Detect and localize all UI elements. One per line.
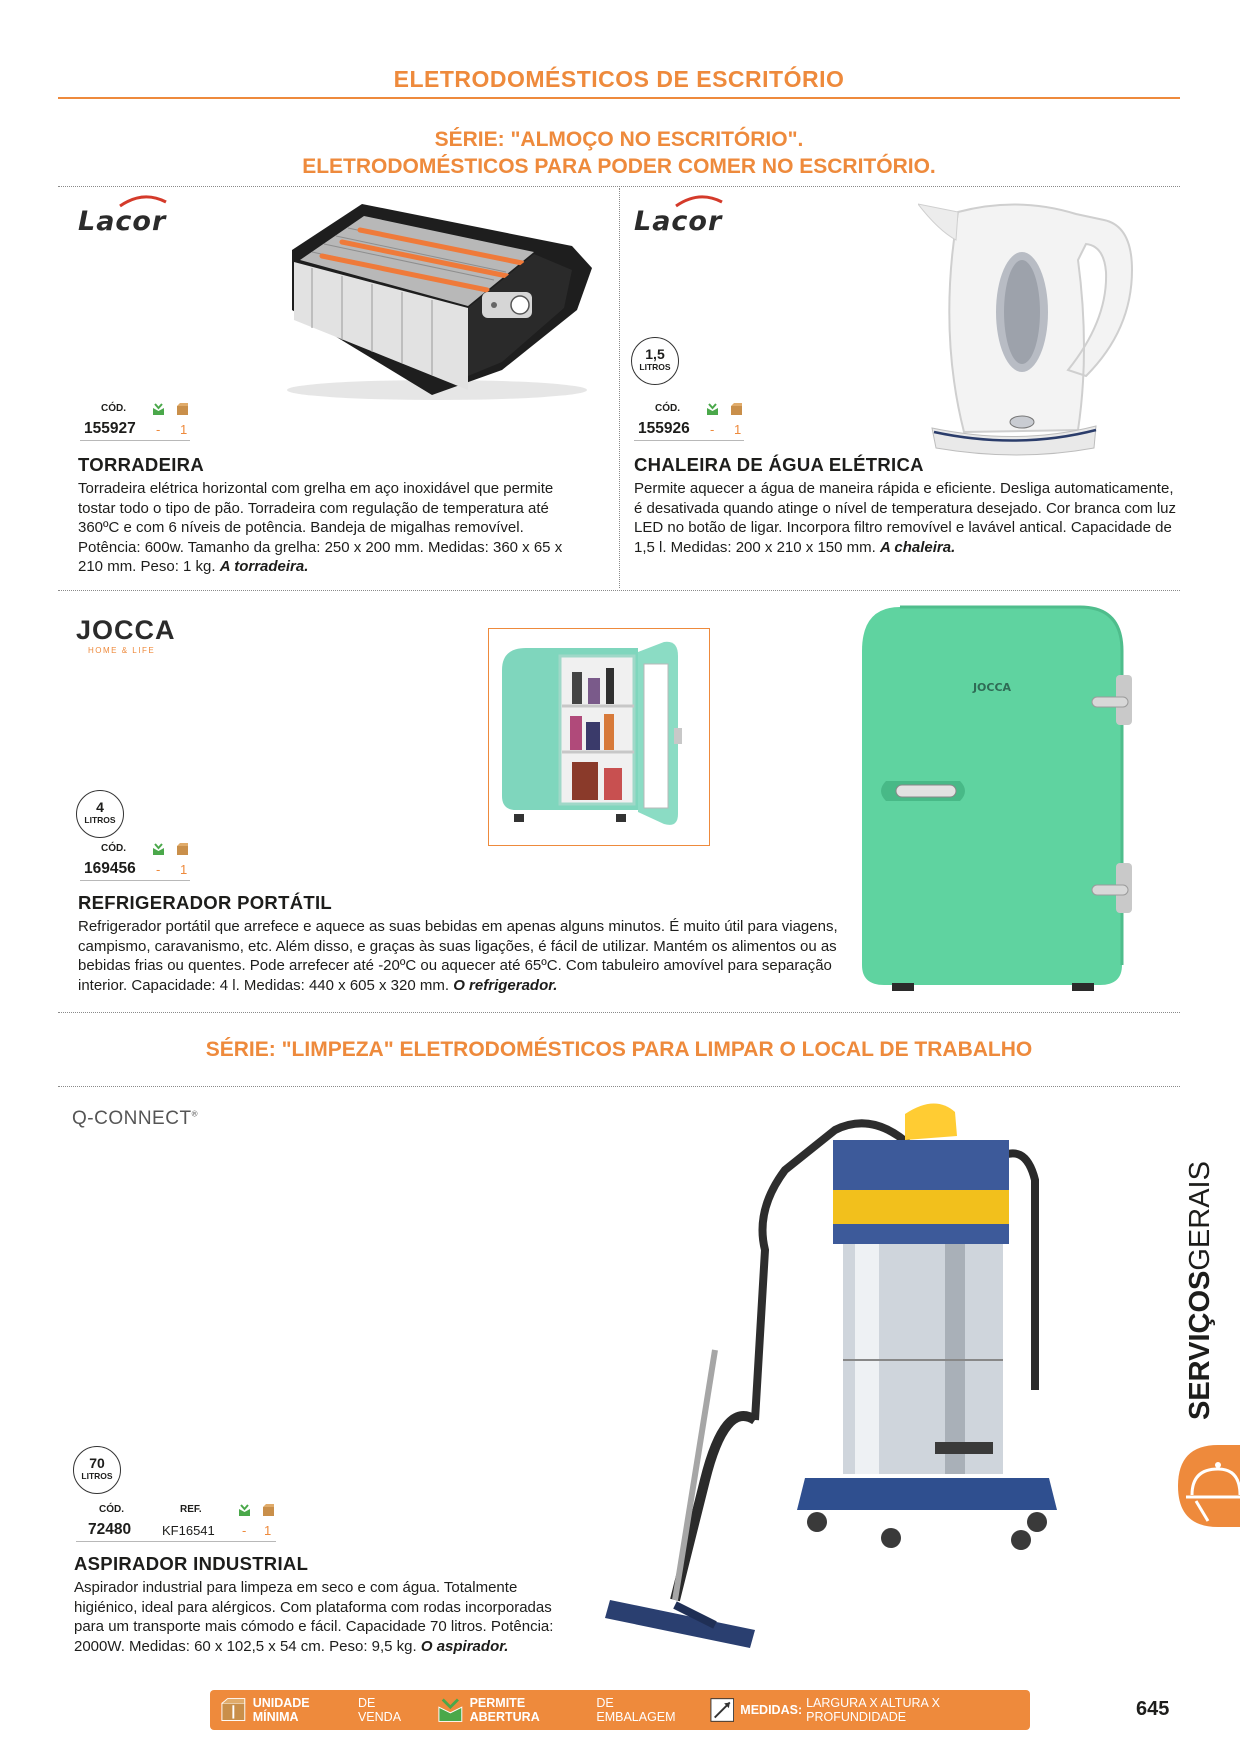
brand-logo-lacor <box>634 206 722 237</box>
product-title: ASPIRADOR INDUSTRIAL <box>74 1553 309 1574</box>
code-box <box>634 403 744 441</box>
legend-min-unit <box>220 1696 419 1724</box>
section-side-tab <box>1178 1150 1218 1420</box>
code-box <box>76 1504 276 1542</box>
capacity-value: 4 <box>96 799 104 815</box>
separator-dash: - <box>710 422 715 437</box>
column-divider <box>619 188 620 588</box>
open-package-icon <box>152 843 165 856</box>
lacor-swoosh-icon <box>674 194 724 208</box>
min-unit: 1 <box>180 862 188 877</box>
open-package-icon <box>706 403 719 416</box>
description-text: Refrigerador portátil que arrefece e aquece as suas bebidas em apenas alguns minutos. É muito útil para viagens, campismo, caravanismo, etc. Além disso, e graças às suas ligações, é fácil de utilizar. Mantém os alimentos ou as bebidas frias ou quentes. Pode arrefecer até -20ºC ou aquecer até 65ºC. Com tabuleiro amovível para separação interior. Capacidade: 4 l. Medidas: 440 x 605 x 320 mm. <box>78 918 838 994</box>
capacity-badge <box>76 790 124 838</box>
ref-label: REF. <box>180 1504 202 1515</box>
brand-name: Q-CONNECT <box>72 1108 192 1129</box>
divider <box>58 186 1180 187</box>
open-package-icon <box>437 1697 464 1723</box>
legend-bar <box>210 1690 1030 1730</box>
product-ref: KF16541 <box>162 1523 215 1538</box>
fridge-closed-image <box>860 605 1142 991</box>
legend-measures-rest: LARGURA X ALTURA X PROFUNDIDADE <box>806 1696 940 1724</box>
capacity-badge <box>631 337 679 385</box>
code-box <box>80 843 190 881</box>
box-icon <box>730 403 743 416</box>
section-label-bold: SERVIÇOS <box>1184 1270 1216 1420</box>
brand-logo-q-connect: Q-CONNECT® <box>72 1108 198 1129</box>
sale-unit: O aspirador. <box>420 1637 509 1655</box>
measures-icon <box>710 1697 735 1723</box>
brand-name: Lacor <box>634 206 723 237</box>
box-icon <box>176 843 189 856</box>
capacity-unit: LITROS <box>639 362 671 372</box>
product-description <box>78 917 850 995</box>
code-label: CÓD. <box>99 1504 124 1515</box>
description-text: Torradeira elétrica horizontal com grelha em aço inoxidável que permite tostar todo o tipo de pão. Torradeira com regulação de temperatura até 360ºC e com 6 níveis de potência. Bandeja de migalhas removível. Potência: 600w. Tamanho da grelha: 250 x 200 mm. Medidas: 360 x 65 x 210 mm. Peso: 1 kg. <box>78 480 563 575</box>
capacity-badge <box>73 1446 121 1494</box>
page-number: 645 <box>1136 1698 1170 1720</box>
page-title: ELETRODOMÉSTICOS DE ESCRITÓRIO <box>393 66 845 92</box>
product-code: 169456 <box>84 860 136 877</box>
code-label: CÓD. <box>101 843 126 854</box>
product-description <box>74 1578 574 1656</box>
divider <box>58 1086 1180 1087</box>
capacity-value: 70 <box>89 1455 105 1471</box>
section-label <box>1184 1161 1217 1420</box>
product-code: 155926 <box>638 420 690 437</box>
product-title: CHALEIRA DE ÁGUA ELÉTRICA <box>634 454 924 475</box>
description-text: Permite aquecer a água de maneira rápida e eficiente. Desliga automaticamente, é desativada quando atinge o nível de temperatura desejado. Cor branca com luz LED no botão de ligar. Incorpora filtro removível e lavável antical. Capacidade de 1,5 l. Medidas: 200 x 210 x 150 mm. <box>634 480 1177 556</box>
code-label: CÓD. <box>101 403 126 414</box>
series-heading-line2: ELETRODOMÉSTICOS PARA PODER COMER NO ESCRITÓRIO. <box>302 155 936 178</box>
legend-min-unit-bold: UNIDADE MÍNIMA <box>252 1696 310 1724</box>
legend-open-rest: DE EMBALAGEM <box>596 1696 676 1724</box>
open-package-icon <box>152 403 165 416</box>
capacity-unit: LITROS <box>81 1471 113 1481</box>
lacor-swoosh-icon <box>118 194 168 208</box>
sale-unit: A torradeira. <box>219 558 309 575</box>
series-heading-line1: SÉRIE: "ALMOÇO NO ESCRITÓRIO". <box>434 128 804 151</box>
legend-measures <box>710 1696 1030 1724</box>
brand-subtitle: HOME & LIFE <box>88 646 156 655</box>
brand-name: JOCCA <box>76 615 176 645</box>
divider <box>58 590 1180 591</box>
section-label-light: GERAIS <box>1184 1161 1216 1271</box>
kettle-image <box>918 200 1138 462</box>
min-unit: 1 <box>264 1523 272 1538</box>
brand-name: Lacor <box>78 206 167 237</box>
series-heading: SÉRIE: "LIMPEZA" ELETRODOMÉSTICOS PARA LIMPAR O LOCAL DE TRABALHO <box>205 1038 1033 1061</box>
legend-min-unit-rest: DE VENDA <box>357 1696 402 1724</box>
code-label: CÓD. <box>655 403 680 414</box>
capacity-value: 1,5 <box>645 346 665 362</box>
divider <box>58 1012 1180 1013</box>
toaster-image <box>272 200 597 405</box>
product-title: REFRIGERADOR PORTÁTIL <box>78 892 332 913</box>
product-code: 72480 <box>88 1521 132 1538</box>
legend-open-package <box>437 1696 692 1724</box>
separator-dash: - <box>156 862 161 877</box>
min-unit: 1 <box>180 422 188 437</box>
product-title: TORRADEIRA <box>78 454 204 475</box>
box-icon <box>262 1504 275 1517</box>
product-code: 155927 <box>84 420 136 437</box>
brand-logo-jocca <box>76 615 176 655</box>
fridge-logo-text: JOCCA <box>972 681 1012 694</box>
separator-dash: - <box>242 1523 247 1538</box>
fridge-open-image <box>488 628 710 846</box>
code-box <box>80 403 190 441</box>
service-cloche-icon <box>1178 1445 1240 1527</box>
legend-measures-bold: MEDIDAS: <box>740 1703 803 1717</box>
brand-logo-lacor <box>78 206 166 237</box>
capacity-unit: LITROS <box>84 815 116 825</box>
title-rule <box>58 97 1180 99</box>
separator-dash: - <box>156 422 161 437</box>
legend-open-bold: PERMITE ABERTURA <box>469 1696 540 1724</box>
box-icon <box>220 1697 247 1723</box>
min-unit: 1 <box>734 422 742 437</box>
description-text: Aspirador industrial para limpeza em seco e com água. Totalmente higiénico, ideal para alérgicos. Com plataforma com rodas incorporadas para um transporte mais cómodo e fácil. Capacidade 70 litros. Potência: 2000W. Medidas: 60 x 102,5 x 54 cm. Peso: 9,5 kg. <box>74 1579 554 1655</box>
product-description <box>78 479 588 577</box>
open-package-icon <box>238 1504 251 1517</box>
vacuum-image <box>605 1100 1145 1665</box>
product-description <box>634 479 1180 557</box>
box-icon <box>176 403 189 416</box>
sale-unit: O refrigerador. <box>453 976 558 994</box>
sale-unit: A chaleira. <box>879 538 956 556</box>
